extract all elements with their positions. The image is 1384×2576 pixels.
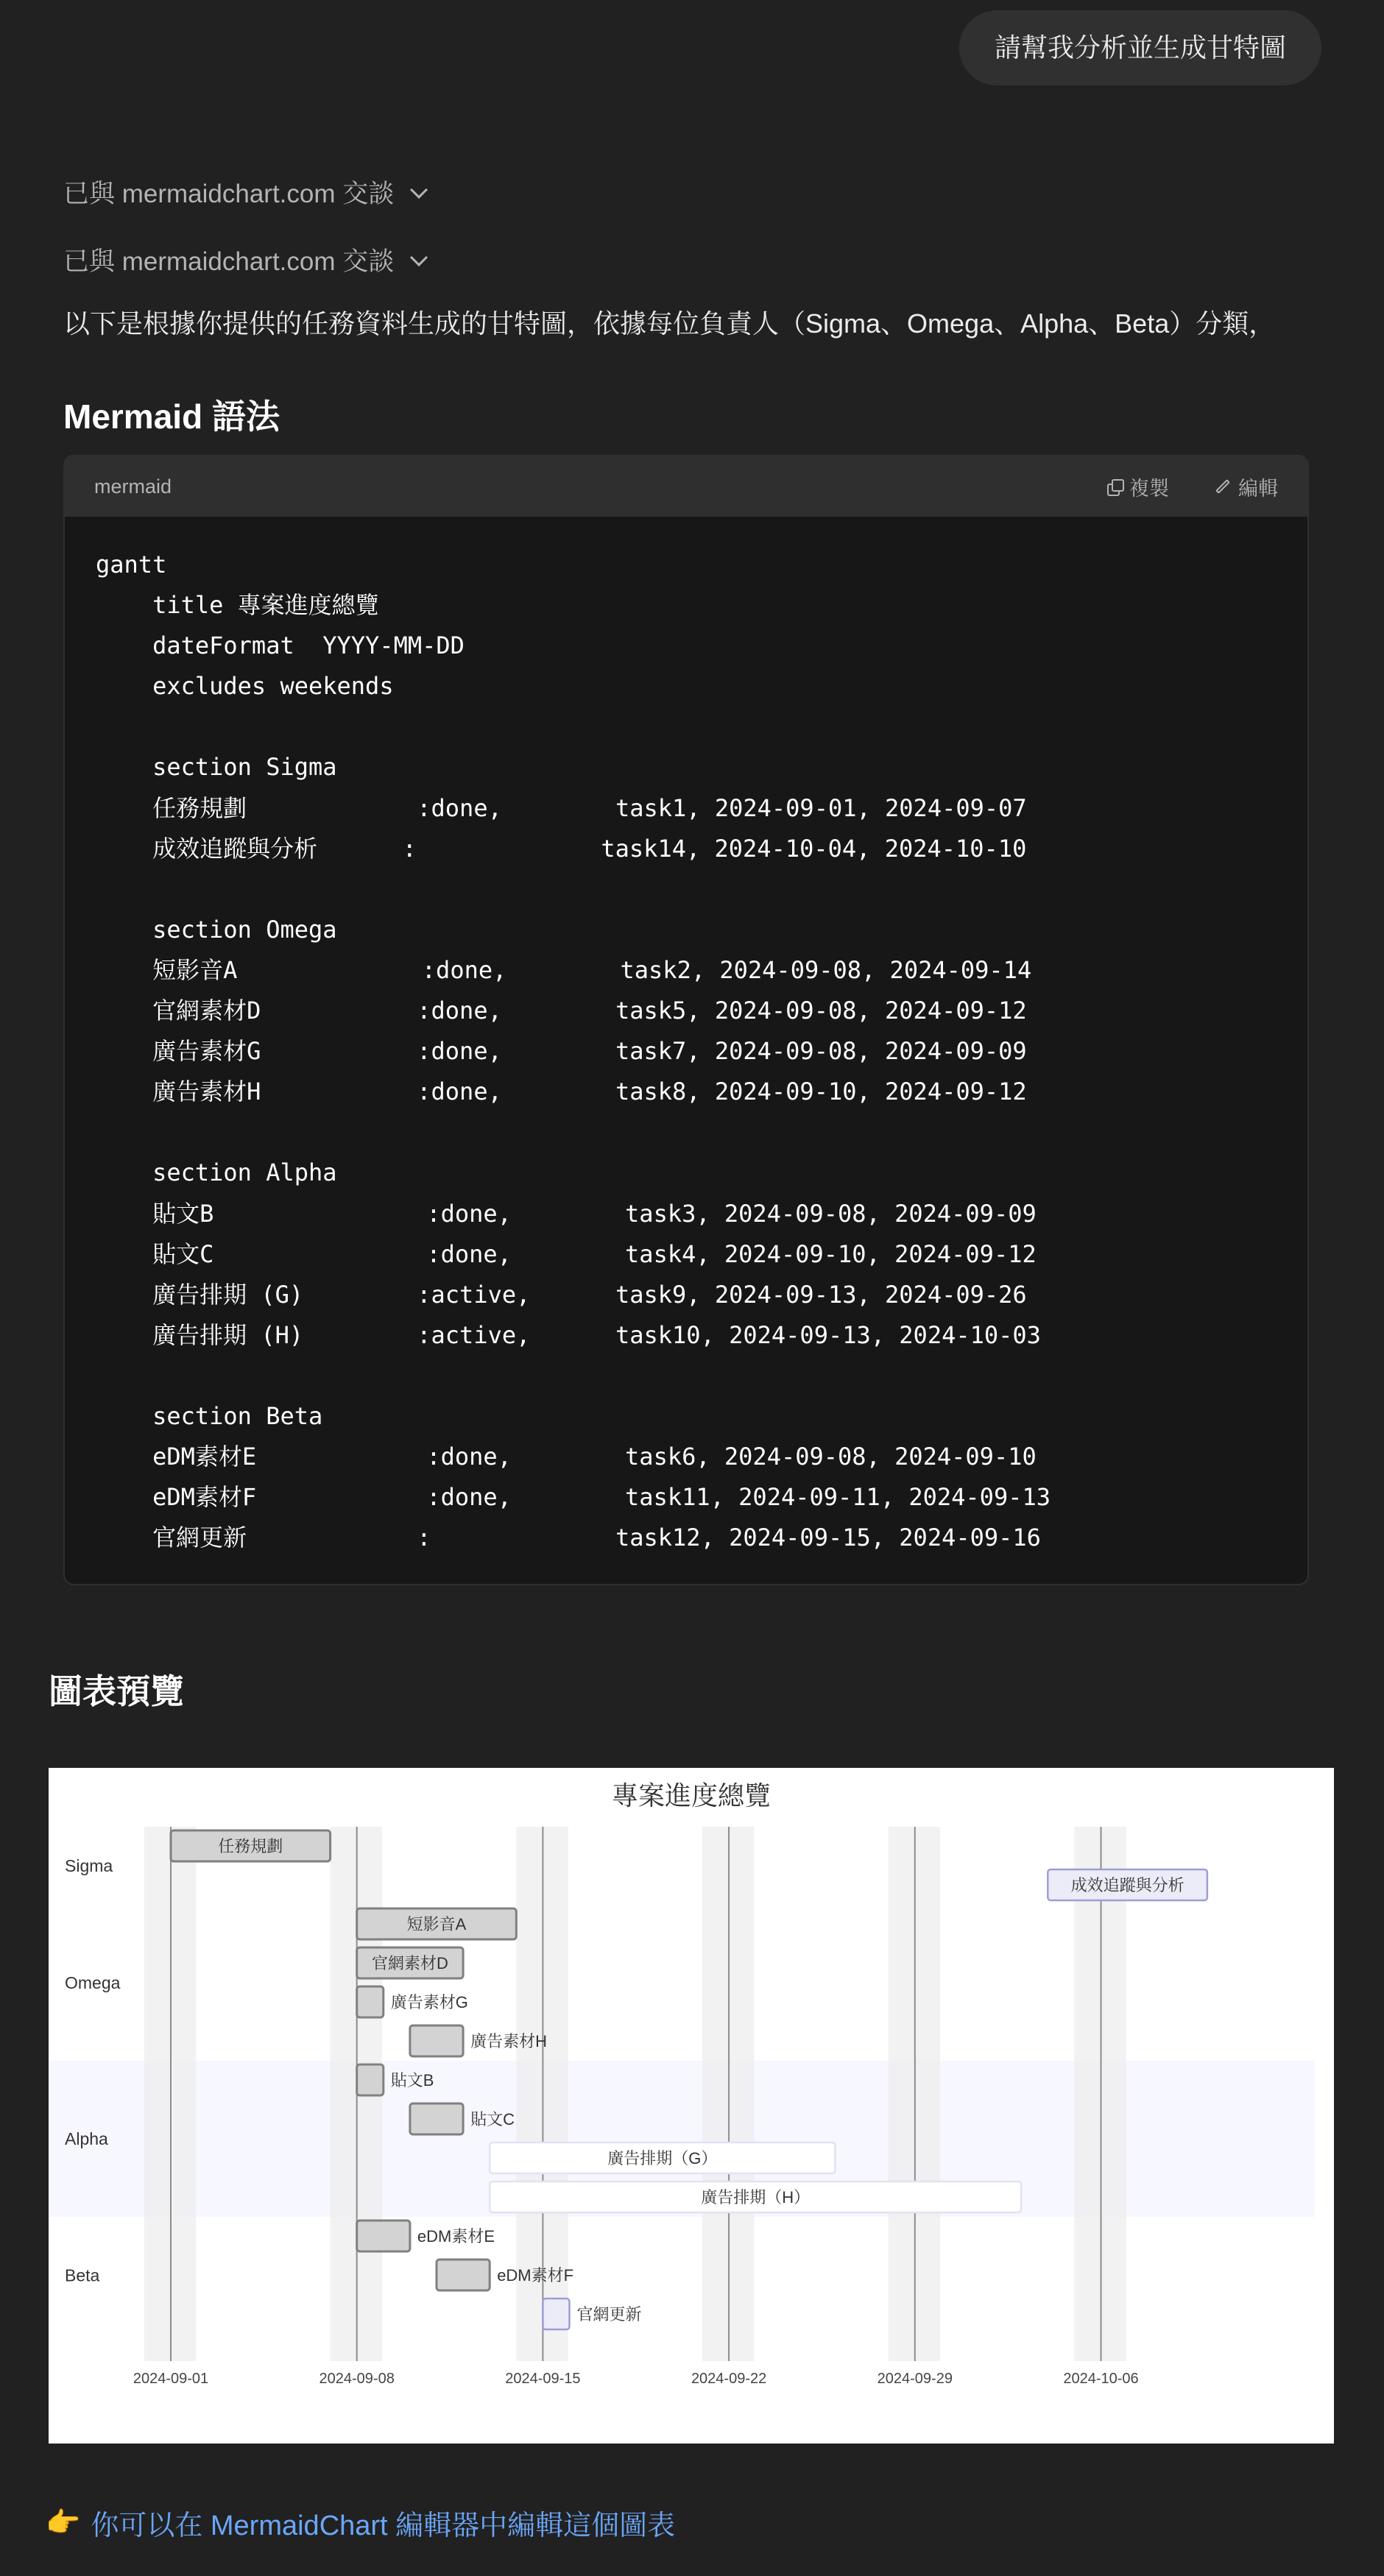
task-label: 成效追蹤與分析 — [1070, 1876, 1184, 1894]
gantt-chart-preview — [49, 1768, 1334, 2444]
weekend-shade — [144, 1827, 171, 2361]
chart-title: 專案進度總覽 — [611, 1780, 772, 1811]
task-bar — [357, 1986, 384, 2017]
section-label-alpha: Alpha — [65, 2129, 108, 2148]
task-bar — [437, 2260, 490, 2290]
intro-text: 以下是根據你提供的任務資料生成的甘特圖，依據每位負責人（Sigma、Omega、Alpha、Beta）分類， — [63, 308, 1276, 339]
copy-icon — [1107, 479, 1122, 494]
code-language-label: mermaid — [94, 475, 172, 498]
tool-call-toggle-2[interactable] — [63, 241, 423, 278]
weekend-shade — [729, 1827, 754, 2361]
edit-button[interactable] — [1215, 473, 1278, 501]
weekend-shade — [171, 1827, 196, 2361]
task-bar — [357, 2064, 384, 2095]
pencil-icon — [1215, 479, 1230, 494]
task-label: 廣告排期（H） — [701, 2188, 811, 2207]
copy-label: 複製 — [1129, 477, 1169, 500]
footer-link-row[interactable] — [46, 2502, 675, 2543]
section-label-beta: Beta — [65, 2265, 100, 2285]
task-label: 任務規劃 — [218, 1837, 283, 1855]
task-label: eDM素材E — [417, 2227, 495, 2246]
task-label: 官網素材D — [371, 1954, 448, 1972]
preview-heading: 圖表預覽 — [49, 1672, 184, 1710]
task-bar — [357, 2221, 410, 2251]
weekend-shade — [1101, 1827, 1126, 2361]
task-label: 廣告素材G — [390, 1993, 468, 2011]
task-bar — [410, 2025, 463, 2056]
tool-call-toggle-1[interactable] — [63, 174, 423, 210]
task-label: 貼文B — [390, 2071, 434, 2090]
task-label: 廣告排期（G） — [607, 2149, 718, 2168]
weekend-shade — [889, 1827, 915, 2361]
tool-call-label: 已與 mermaidchart.com 交談 — [63, 247, 395, 276]
task-label: eDM素材F — [497, 2266, 574, 2285]
x-tick-label: 2024-09-22 — [691, 2371, 767, 2387]
task-label: 廣告素材H — [470, 2032, 547, 2050]
x-tick-label: 2024-10-06 — [1063, 2371, 1139, 2387]
section-label-omega: Omega — [65, 1973, 121, 1992]
copy-button[interactable] — [1107, 473, 1169, 501]
x-tick-label: 2024-09-01 — [133, 2371, 209, 2387]
x-tick-label: 2024-09-08 — [319, 2371, 395, 2387]
code-block-header — [65, 456, 1307, 517]
chevron-down-icon — [410, 248, 428, 266]
x-tick-label: 2024-09-29 — [877, 2371, 953, 2387]
weekend-shade — [702, 1827, 729, 2361]
mermaidchart-editor-link[interactable]: 你可以在 MermaidChart 編輯器中編輯這個圖表 — [91, 2510, 676, 2541]
weekend-shade — [331, 1827, 357, 2361]
tool-call-label: 已與 mermaidchart.com 交談 — [63, 180, 395, 208]
pointing-hand-icon: 👉 — [46, 2507, 81, 2538]
task-label: 短影音A — [406, 1915, 467, 1933]
syntax-heading: Mermaid 語法 — [63, 397, 280, 436]
code-content: gantt title 專案進度總覽 dateFormat YYYY-MM-DD excludes weekends section Sigma 任務規劃 :done, task1, 2024-09-01, 2024-09-07 成效追蹤與分析 : task14, 2024-10-04, 2024-10-10 section Omega 短影音A :done, task2, 2024-09-08, 2024-09-14 官網素材D :done, task5, 2024-09-08, 2024-09-12 廣告素材G :done, task7, 2024-09-08, 2024-09-09 廣告素材H :done, task8, 2024-09-10, 2024-09-12 section Alpha 貼文B :done, task3, 2024-09-08, 2024-09-09 貼文C :done, task4, 2024-09-10, 2024-09-12 廣告排期 (G) :active, task9, 2024-09-13, 2024-09-26 廣告排期 (H) :active, task10, 2024-09-13, 2024-10-03 section Beta eDM素材E :done, task6, 2024-09-08, 2024-09-10 eDM素材F :done, task11, 2024-09-11, 2024-09-13 官網更新 : task12, 2024-09-15, 2024-09-16 — [96, 551, 1051, 1552]
code-block — [63, 455, 1309, 1585]
weekend-shade — [1074, 1827, 1101, 2361]
edit-label: 編輯 — [1238, 477, 1278, 500]
chevron-down-icon — [410, 180, 428, 198]
task-bar — [410, 2103, 463, 2134]
gantt-chart-svg — [49, 1768, 1334, 2444]
task-label: 貼文C — [470, 2110, 515, 2129]
task-bar — [543, 2299, 569, 2329]
weekend-shade — [915, 1827, 940, 2361]
x-tick-label: 2024-09-15 — [505, 2371, 581, 2387]
user-message-bubble: 請幫我分析並生成甘特圖 — [959, 10, 1321, 85]
section-label-sigma: Sigma — [65, 1856, 113, 1875]
task-label: 官網更新 — [576, 2305, 642, 2324]
